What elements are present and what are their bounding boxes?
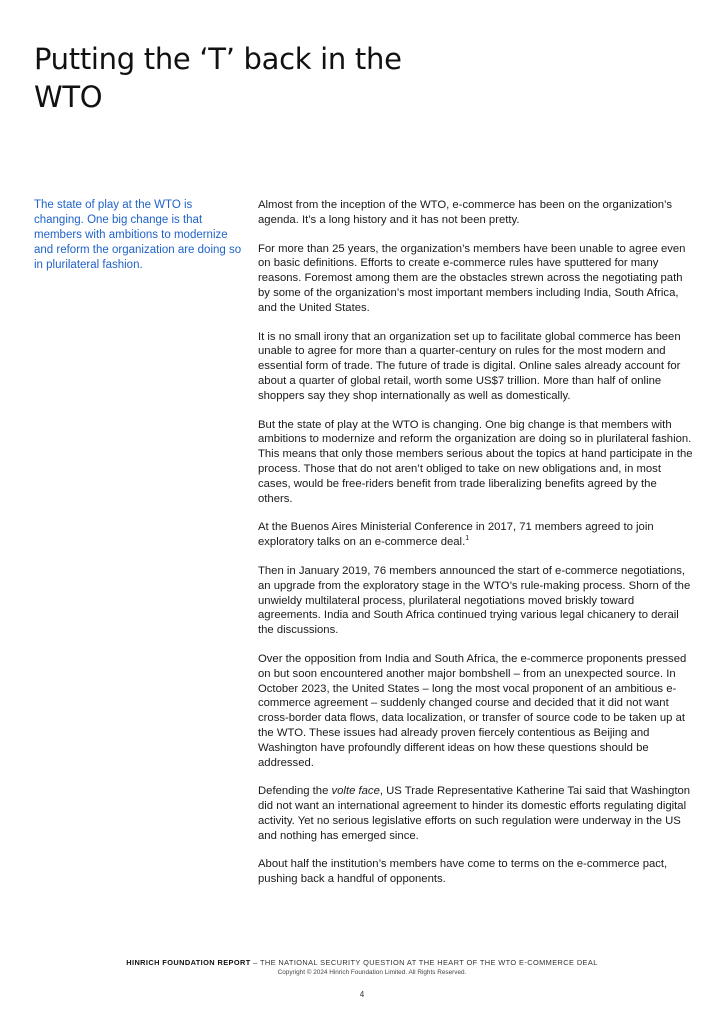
article-body	[258, 198, 694, 901]
paragraph-2: For more than 25 years, the organization’s members have been unable to agree even on basic definitions. Efforts to create e-commerce rules have sputtered for many reasons. Foremost among them are the obstacles strewn across the negotiating path by some of the organization’s most important members including India, South Africa, and the United States.	[258, 242, 686, 314]
footer-report-line	[0, 958, 724, 968]
paragraph-8	[258, 784, 694, 843]
paragraph-6: Then in January 2019, 76 members announced the start of e-commerce negotiations, an upgrade from the exploratory stage in the WTO’s rule-making process. Shorn of the unwieldy multilateral process, plurilateral negotiations moved briskly toward agreements. India and South Africa continued trying various legal chicanery to derail the discussions.	[258, 564, 691, 637]
footnote-ref-1[interactable]: 1	[465, 535, 470, 543]
page-footer	[0, 958, 724, 977]
page-title: Putting the ‘T’ back in the WTO	[34, 42, 402, 114]
paragraph-3: It is no small irony that an organization set up to facilitate global commerce has been unable to agree for more than a quarter-century on rules for the most modern and essential form of trade. The future of trade is digital. Online sales already account for about a quarter of global retail, worth some US$7 trillion. More than half of online shoppers say they shop internationally as well as domestically.	[258, 330, 681, 402]
paragraph-5	[258, 520, 694, 550]
paragraph-7: Over the opposition from India and South Africa, the e-commerce proponents pressed on but soon encountered another major bombshell – from an unexpected source. In October 2023, the United States – long the most vocal proponent of an ambitious e-commerce agreement – suddenly changed course and decided that it did not want cross-border data flows, data localization, or transfer of source code to be taken up at the WTO. These issues had already proven fiercely contentious as Beijing and Washington have profoundly different ideas on how these questions should be addressed.	[258, 652, 687, 769]
footer-report-title: – THE NATIONAL SECURITY QUESTION AT THE HEART OF THE WTO E-COMMERCE DEAL	[250, 958, 598, 967]
pull-quote: The state of play at the WTO is changing. One big change is that members with ambitions to modernize and reform the organization are doing so in plurilateral fashion.	[34, 199, 242, 271]
paragraph-9: About half the institution’s members have come to terms on the e-commerce pact, pushing back a handful of opponents.	[258, 858, 668, 886]
paragraph-8-rest: , US Trade Representative Katherine Tai said that Washington did not want an international agreement to hinder its domestic efforts regulating digital activity. Yet no serious legislative efforts on such regulation were underway in the US and nothing has emerged since.	[258, 785, 691, 842]
paragraph-4: But the state of play at the WTO is changing. One big change is that members with ambitions to modernize and reform the organization are doing so in plurilateral fashion. This means that only those members serious about the topics at hand participate in the process. Those that do not aren’t obliged to take on new obligations and, in most cases, would be free-riders benefit from trade liberalizing benefits agreed by the others.	[258, 418, 693, 505]
footer-copyright: Copyright © 2024 Hinrich Foundation Limited. All Rights Reserved.	[277, 969, 467, 976]
paragraph-1: Almost from the inception of the WTO, e-commerce has been on the organization’s agenda. It’s a long history and it has not been pretty.	[258, 199, 673, 226]
paragraph-8-italic: volte face	[331, 785, 380, 798]
footer-report-name: HINRICH FOUNDATION REPORT	[126, 958, 251, 967]
paragraph-5-text: At the Buenos Aires Ministerial Conference in 2017, 71 members agreed to join exploratory talks on an e-commerce deal.	[258, 521, 654, 549]
paragraph-8-lead: Defending the	[258, 785, 332, 798]
page-number: 4	[359, 990, 365, 999]
